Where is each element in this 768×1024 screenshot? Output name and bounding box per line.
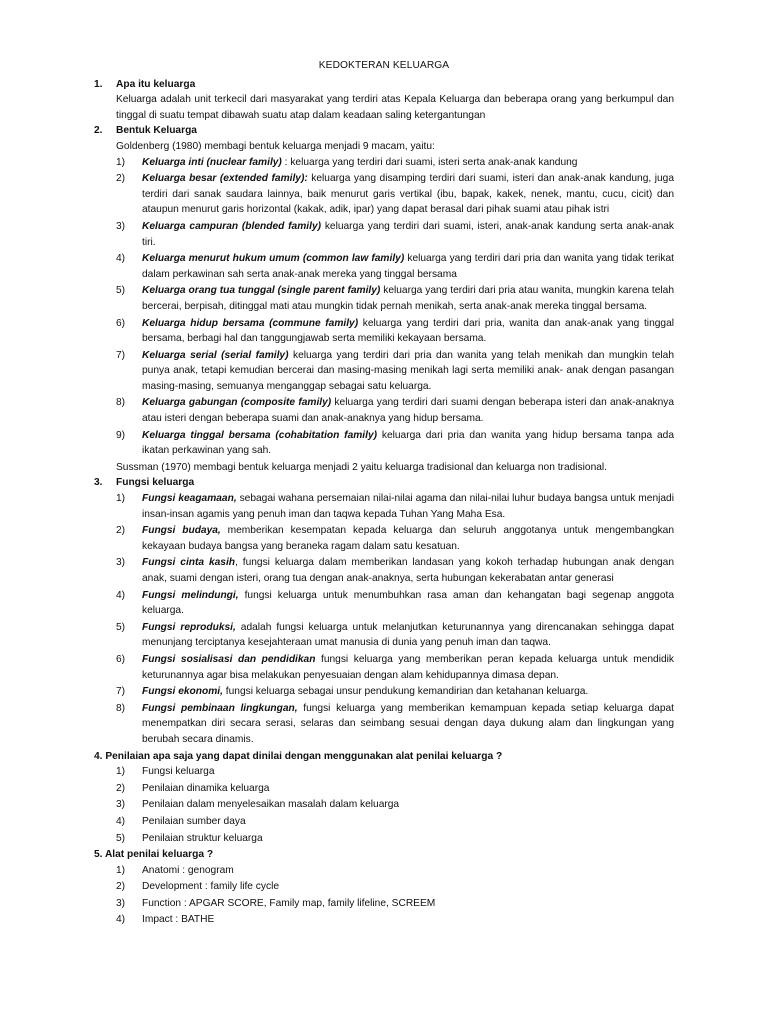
item-term: Keluarga inti (nuclear family) <box>142 156 282 168</box>
item-text: Penilaian sumber daya <box>142 815 246 827</box>
item-description: memberikan kesempatan kepada keluarga dan seluruh anggotanya untuk mengembangkan kekayaan budaya bangsa yang beraneka ragam dalam satu kesatuan. <box>142 525 674 552</box>
list-item <box>116 879 674 895</box>
item-description: keluarga yang terdiri dari suami, isteri, anak-anak kandung serta anak-anak tiri. <box>142 220 675 248</box>
item-description: keluarga yang terdiri dari pria dan wanita yang telah menikah dan mungkin telah punya anak, tetapi kemudian bercerai dan masing-masing menikah lagi serta memiliki anak- anak dengan pasangan masing-masing, semuanya menganggap sebagai satu keluarga. <box>142 349 674 392</box>
item-description: keluarga dari pria dan wanita yang hidup bersama tanpa ada ikatan perkawinan yang sah. <box>142 429 674 457</box>
list-item <box>116 781 674 797</box>
item-number: 2) <box>116 525 126 537</box>
item-description: fungsi keluarga untuk menumbuhkan rasa aman dan kehangatan bagi segenap anggota keluarga. <box>142 589 674 617</box>
item-term: Fungsi reproduksi, <box>142 621 236 633</box>
item-term: Fungsi keagamaan, <box>142 493 237 505</box>
section-1-header <box>94 77 674 93</box>
item-description: fungsi keluarga sebagai unsur pendukung kemandirian dan ketahanan keluarga. <box>222 686 589 698</box>
section-number: 1. <box>94 78 103 90</box>
item-number: 1) <box>116 156 126 168</box>
item-text <box>142 588 674 619</box>
item-number: 3) <box>116 557 126 569</box>
item-text: Penilaian struktur keluarga <box>142 832 263 844</box>
item-text <box>142 348 674 395</box>
list-item <box>116 652 674 683</box>
item-text: Anatomi : genogram <box>142 864 234 876</box>
list-item <box>116 896 674 912</box>
item-description: fungsi keluarga yang memberikan kemampuan kepada setiap keluarga dapat menempatkan diri secara serasi, selaras dan seimbang sesuai dengan daya dukung alam dan lingkungan yang berubah secara dinamis. <box>142 702 674 745</box>
item-text: Impact : BATHE <box>142 914 215 926</box>
list-item <box>116 219 674 250</box>
item-number: 5) <box>116 285 126 297</box>
section-number: 2. <box>94 125 103 137</box>
item-number: 3) <box>116 799 126 811</box>
section-heading: Apa itu keluarga <box>116 78 196 90</box>
list-item <box>116 797 674 813</box>
item-text <box>142 491 674 522</box>
item-number: 6) <box>116 317 126 329</box>
document-title: KEDOKTERAN KELUARGA <box>318 60 450 71</box>
list-item <box>116 251 674 282</box>
item-text <box>142 652 674 683</box>
item-description: keluarga yang terdiri dari suami dengan beberapa isteri dan anak-anaknya atau isteri dengan beberapa suami dan anak-anaknya yang hidup bersama. <box>142 397 674 425</box>
list-item <box>116 684 674 700</box>
list-item <box>116 171 674 218</box>
section-heading: 5. Alat penilai keluarga ? <box>94 849 214 861</box>
item-number: 5) <box>116 621 126 633</box>
item-text <box>142 219 674 250</box>
item-description: keluarga yang terdiri dari pria, wanita dan anak-anak yang tinggal bersama, berbagi hal dan tanggungjawab serta memiliki kekayaan bersama. <box>142 317 674 345</box>
item-number: 8) <box>116 397 126 409</box>
item-number: 9) <box>116 429 126 441</box>
list-item <box>116 620 674 651</box>
item-term: Fungsi melindungi, <box>142 589 239 601</box>
item-description: sebagai wahana persemaian nilai-nilai agama dan nilai-nilai luhur budaya bangsa untuk menjadi insan-insan agamis yang penuh iman dan taqwa kepada Tuhan Yang Maha Esa. <box>142 493 674 520</box>
section-heading: Bentuk Keluarga <box>116 125 197 137</box>
item-description: , fungsi keluarga dalam memberikan landasan yang kokoh terhadap hubungan anak dengan anak, suami dengan isteri, orang tua dengan anak-anaknya, serta hubungan kekerabatan antar generasi <box>142 557 674 584</box>
list-item <box>116 863 674 879</box>
section-2-intro: Goldenberg (1980) membagi bentuk keluarga menjadi 9 macam, yaitu: <box>116 140 435 152</box>
item-term: Keluarga orang tua tunggal (single parent family) <box>142 285 381 297</box>
list-item <box>116 764 674 780</box>
item-text <box>142 316 674 347</box>
section-5-header <box>94 847 674 863</box>
item-term: Keluarga serial (serial family) <box>142 349 289 361</box>
section-heading: 4. Penilaian apa saja yang dapat dinilai dengan menggunakan alat penilai keluarga ? <box>94 750 503 762</box>
item-number: 1) <box>116 864 126 876</box>
item-number: 1) <box>116 493 126 505</box>
item-text <box>142 523 674 554</box>
item-number: 2) <box>116 881 126 893</box>
item-number: 7) <box>116 686 126 698</box>
section-4-header <box>94 749 674 765</box>
item-number: 3) <box>116 897 126 909</box>
item-number: 3) <box>116 220 126 232</box>
item-number: 2) <box>116 782 126 794</box>
item-number: 4) <box>116 914 126 926</box>
item-term: Keluarga tinggal bersama (cohabitation family) <box>142 429 378 441</box>
item-term: Keluarga besar (extended family): <box>142 173 308 185</box>
section-1-text: Keluarga adalah unit terkecil dari masyarakat yang terdiri atas Kepala Keluarga dan beberapa orang yang berkumpul dan tinggal di suatu tempat dibawah suatu atap dalam keadaan saling ketergantungan <box>116 94 674 121</box>
item-text <box>142 155 674 171</box>
item-text <box>142 395 674 426</box>
item-term: Fungsi budaya, <box>142 525 221 537</box>
item-text <box>142 684 674 700</box>
section-2-outro: Sussman (1970) membagi bentuk keluarga menjadi 2 yaitu keluarga tradisional dan keluarga non tradisional. <box>116 461 607 473</box>
item-description: : keluarga yang terdiri dari suami, isteri serta anak-anak kandung <box>281 156 578 168</box>
list-item <box>116 912 674 928</box>
item-description: keluarga yang terdiri dari pria atau wanita, mungkin karena telah bercerai, berpisah, ditinggal mati atau mungkin tidak pernah menikah, serta anak-anak mereka tinggal bersama. <box>142 285 674 312</box>
item-number: 7) <box>116 349 126 361</box>
list-item <box>116 316 674 347</box>
item-text <box>142 428 674 459</box>
list-item <box>116 831 674 847</box>
item-number: 6) <box>116 653 126 665</box>
assessment-tools-list <box>94 863 674 928</box>
item-term: Keluarga menurut hukum umum (common law family) <box>142 253 405 265</box>
item-description: keluarga yang terdiri dari pria dan wanita yang tidak terikat dalam perkawinan sah serta anak-anak mereka yang tinggal bersama <box>142 253 674 280</box>
section-2-header <box>94 123 674 139</box>
item-text <box>142 555 674 586</box>
list-item <box>116 588 674 619</box>
item-text <box>142 171 674 218</box>
list-item <box>116 491 674 522</box>
item-number: 4) <box>116 815 126 827</box>
list-item <box>116 348 674 395</box>
item-term: Fungsi ekonomi, <box>142 686 223 698</box>
list-item <box>116 428 674 459</box>
item-text <box>142 251 674 282</box>
item-number: 4) <box>116 589 126 601</box>
assessment-list <box>94 764 674 846</box>
section-3-header <box>94 475 674 491</box>
section-number: 3. <box>94 477 103 489</box>
item-term: Keluarga gabungan (composite family) <box>142 397 332 409</box>
item-description: adalah fungsi keluarga untuk melanjutkan keturunannya yang direncanakan sehingga dapat menunjang terciptanya kesejahteraan umat manusia di dunia yang penuh iman dan taqwa. <box>142 621 674 649</box>
item-text: Fungsi keluarga <box>142 766 215 778</box>
item-text <box>142 701 674 748</box>
item-number: 4) <box>116 253 126 265</box>
item-number: 2) <box>116 173 126 185</box>
list-item <box>116 155 674 171</box>
item-text: Penilaian dinamika keluarga <box>142 782 270 794</box>
item-description: fungsi keluarga yang memberikan peran kepada keluarga untuk mendidik keturunannya agar bisa melakukan penyesuaian dengan alam kehidupannya dimasa depan. <box>142 653 674 681</box>
family-function-list <box>94 491 674 748</box>
item-number: 1) <box>116 766 126 778</box>
list-item <box>116 814 674 830</box>
item-text: Penilaian dalam menyelesaikan masalah dalam keluarga <box>142 799 400 811</box>
item-term: Fungsi pembinaan lingkungan, <box>142 702 298 714</box>
item-text: Development : family life cycle <box>142 881 280 893</box>
item-number: 8) <box>116 702 126 714</box>
list-item <box>116 283 674 314</box>
item-term: Keluarga campuran (blended family) <box>142 220 322 232</box>
item-text: Function : APGAR SCORE, Family map, family lifeline, SCREEM <box>142 897 436 909</box>
list-item <box>116 395 674 426</box>
family-form-list <box>94 155 674 459</box>
item-term: Fungsi cinta kasih <box>142 557 236 569</box>
item-number: 5) <box>116 832 126 844</box>
item-term: Keluarga hidup bersama (commune family) <box>142 317 359 329</box>
list-item <box>116 701 674 748</box>
item-term: Fungsi sosialisasi dan pendidikan <box>142 653 316 665</box>
section-heading: Fungsi keluarga <box>116 477 195 489</box>
item-description: keluarga yang disamping terdiri dari suami, isteri dan anak-anak kandung, juga terdiri dari sanak saudara lainnya, baik menurut garis vertikal (ibu, bapak, kakek, nenek, mantu, cucu, cicit) dan ataupun menurut garis horizontal (kakak, adik, ipar) yang dapat berasal dari pihak suami atau pihak istri <box>142 173 675 216</box>
item-text <box>142 283 674 314</box>
list-item <box>116 523 674 554</box>
item-text <box>142 620 674 651</box>
list-item <box>116 555 674 586</box>
